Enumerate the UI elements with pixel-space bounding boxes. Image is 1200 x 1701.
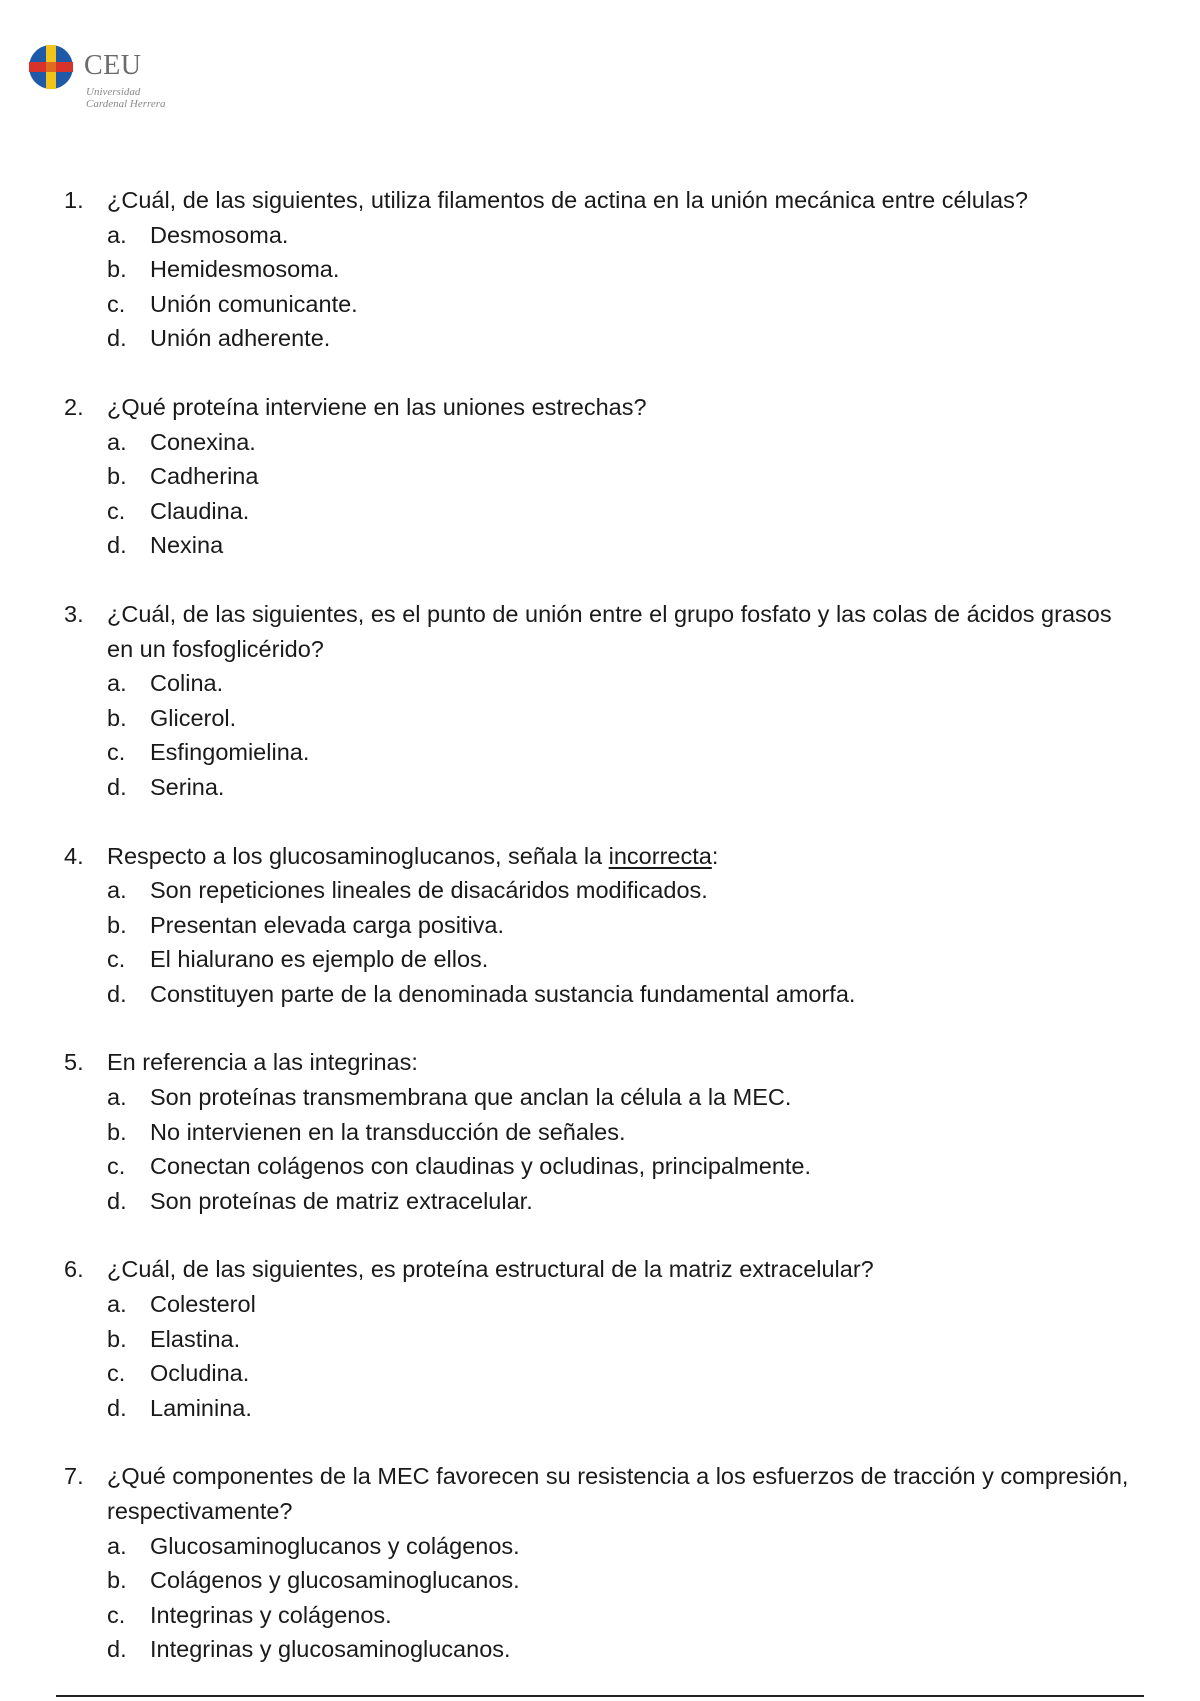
option-text: Ocludina.	[150, 1360, 250, 1387]
option-a	[107, 666, 1144, 701]
option-letter: d.	[107, 532, 127, 559]
option-letter: b.	[107, 911, 127, 938]
option-letter: a.	[107, 670, 127, 697]
option-letter: d.	[107, 980, 127, 1007]
option-c	[107, 494, 1144, 529]
question-text: ¿Cuál, de las siguientes, utiliza filamentos de actina en la unión mecánica entre células?	[107, 187, 1028, 213]
option-text: Presentan elevada carga positiva.	[150, 911, 505, 938]
option-letter: c.	[107, 946, 126, 973]
option-a	[107, 1529, 1144, 1564]
option-text: Conexina.	[150, 428, 256, 455]
option-d	[107, 321, 1144, 356]
option-list	[64, 425, 1144, 563]
ceu-emblem-icon	[28, 44, 74, 90]
option-text: Colágenos y glucosaminoglucanos.	[150, 1567, 520, 1594]
question-4	[64, 839, 1144, 1012]
option-text: Constituyen parte de la denominada sustancia fundamental amorfa.	[150, 980, 856, 1007]
question-number: 2.	[64, 393, 84, 420]
option-text: Conectan colágenos con claudinas y ocludinas, principalmente.	[150, 1153, 812, 1180]
question-text	[107, 839, 1144, 874]
option-b	[107, 701, 1144, 736]
question-number: 5.	[64, 1049, 84, 1076]
option-letter: a.	[107, 1291, 127, 1318]
option-letter: b.	[107, 1325, 127, 1352]
option-list	[64, 1080, 1144, 1218]
option-letter: d.	[107, 1187, 127, 1214]
option-text: Nexina	[150, 532, 224, 559]
question-text: ¿Qué componentes de la MEC favorecen su resistencia a los esfuerzos de tracción y compresión, respectivamente?	[107, 1463, 1129, 1524]
option-c	[107, 735, 1144, 770]
option-d	[107, 1184, 1144, 1219]
option-text: Son proteínas de matriz extracelular.	[150, 1187, 533, 1214]
question-text: ¿Cuál, de las siguientes, es el punto de unión entre el grupo fosfato y las colas de ácidos grasos en un fosfoglicérido?	[107, 600, 1112, 662]
option-letter: c.	[107, 290, 126, 317]
option-text: Unión adherente.	[150, 325, 331, 352]
option-a	[107, 873, 1144, 908]
logo-subtitle-line-2: Cardenal Herrera	[86, 98, 166, 110]
option-text: Integrinas y colágenos.	[150, 1601, 392, 1628]
question-6	[64, 1252, 1144, 1425]
option-letter: c.	[107, 739, 126, 766]
option-d	[107, 1632, 1144, 1667]
option-a	[107, 425, 1144, 460]
option-text: Unión comunicante.	[150, 290, 358, 317]
option-d	[107, 977, 1144, 1012]
option-a	[107, 1080, 1144, 1115]
option-text: Integrinas y glucosaminoglucanos.	[150, 1636, 511, 1663]
option-list	[64, 218, 1144, 356]
option-text: Son repeticiones lineales de disacáridos modificados.	[150, 877, 708, 904]
option-text: Colesterol	[150, 1291, 256, 1318]
option-letter: b.	[107, 256, 127, 283]
question-3	[64, 597, 1144, 805]
option-c	[107, 942, 1144, 977]
question-list	[64, 183, 1144, 1701]
option-text: Laminina.	[150, 1394, 252, 1421]
option-a	[107, 218, 1144, 253]
option-d	[107, 770, 1144, 805]
option-text: Glucosaminoglucanos y colágenos.	[150, 1532, 520, 1559]
option-list	[64, 1287, 1144, 1425]
option-letter: a.	[107, 221, 127, 248]
question-text-tail: :	[711, 842, 719, 869]
option-letter: b.	[107, 463, 127, 490]
question-number: 7.	[64, 1463, 84, 1490]
option-text: Serina.	[150, 773, 225, 800]
option-text: El hialurano es ejemplo de ellos.	[150, 946, 489, 973]
question-text: En referencia a las integrinas:	[107, 1049, 418, 1076]
question-text-lead: Respecto a los glucosaminoglucanos, señala la	[107, 842, 609, 869]
option-text: Claudina.	[150, 497, 250, 524]
option-letter: d.	[107, 1394, 127, 1421]
option-list	[64, 873, 1144, 1011]
option-text: Son proteínas transmembrana que anclan la célula a la MEC.	[150, 1084, 792, 1111]
question-number: 6.	[64, 1256, 84, 1283]
question-1	[64, 183, 1144, 356]
option-b	[107, 1322, 1144, 1357]
option-d	[107, 1391, 1144, 1426]
option-text: Esfingomielina.	[150, 739, 310, 766]
option-letter: a.	[107, 877, 127, 904]
option-letter: a.	[107, 1084, 127, 1111]
question-text: ¿Qué proteína interviene en las uniones estrechas?	[107, 393, 647, 420]
option-list	[64, 666, 1144, 804]
option-text: No intervienen en la transducción de señales.	[150, 1118, 626, 1145]
option-text: Desmosoma.	[150, 221, 289, 248]
option-letter: d.	[107, 1636, 127, 1663]
bottom-divider	[56, 1695, 1144, 1697]
question-2	[64, 390, 1144, 563]
question-7	[64, 1459, 1144, 1667]
option-a	[107, 1287, 1144, 1322]
option-text: Elastina.	[150, 1325, 241, 1352]
university-logo	[28, 44, 228, 116]
option-b	[107, 252, 1144, 287]
question-number: 1.	[64, 187, 84, 213]
option-b	[107, 908, 1144, 943]
option-c	[107, 1149, 1144, 1184]
option-letter: c.	[107, 1360, 126, 1387]
option-letter: c.	[107, 497, 126, 524]
option-letter: c.	[107, 1153, 126, 1180]
option-c	[107, 287, 1144, 322]
option-letter: a.	[107, 1532, 127, 1559]
option-letter: b.	[107, 1567, 127, 1594]
option-text: Cadherina	[150, 463, 259, 490]
question-text: ¿Cuál, de las siguientes, es proteína estructural de la matriz extracelular?	[107, 1256, 874, 1283]
logo-wordmark: CEU	[84, 50, 142, 81]
question-number: 3.	[64, 600, 84, 627]
emphasis-underlined: incorrecta	[608, 842, 712, 869]
option-letter: b.	[107, 1118, 127, 1145]
option-c	[107, 1598, 1144, 1633]
option-text: Colina.	[150, 670, 224, 697]
option-letter: a.	[107, 428, 127, 455]
option-c	[107, 1356, 1144, 1391]
option-text: Glicerol.	[150, 704, 237, 731]
option-letter: c.	[107, 1601, 126, 1628]
logo-subtitle-line-1: Universidad	[86, 86, 141, 98]
option-letter: b.	[107, 704, 127, 731]
option-b	[107, 1563, 1144, 1598]
option-b	[107, 459, 1144, 494]
option-text: Hemidesmosoma.	[150, 256, 340, 283]
question-number: 4.	[64, 842, 84, 869]
option-letter: d.	[107, 325, 127, 352]
option-list	[64, 1529, 1144, 1667]
question-5	[64, 1045, 1144, 1218]
logo-subtitle	[86, 86, 166, 110]
option-letter: d.	[107, 773, 127, 800]
option-d	[107, 528, 1144, 563]
option-b	[107, 1115, 1144, 1150]
